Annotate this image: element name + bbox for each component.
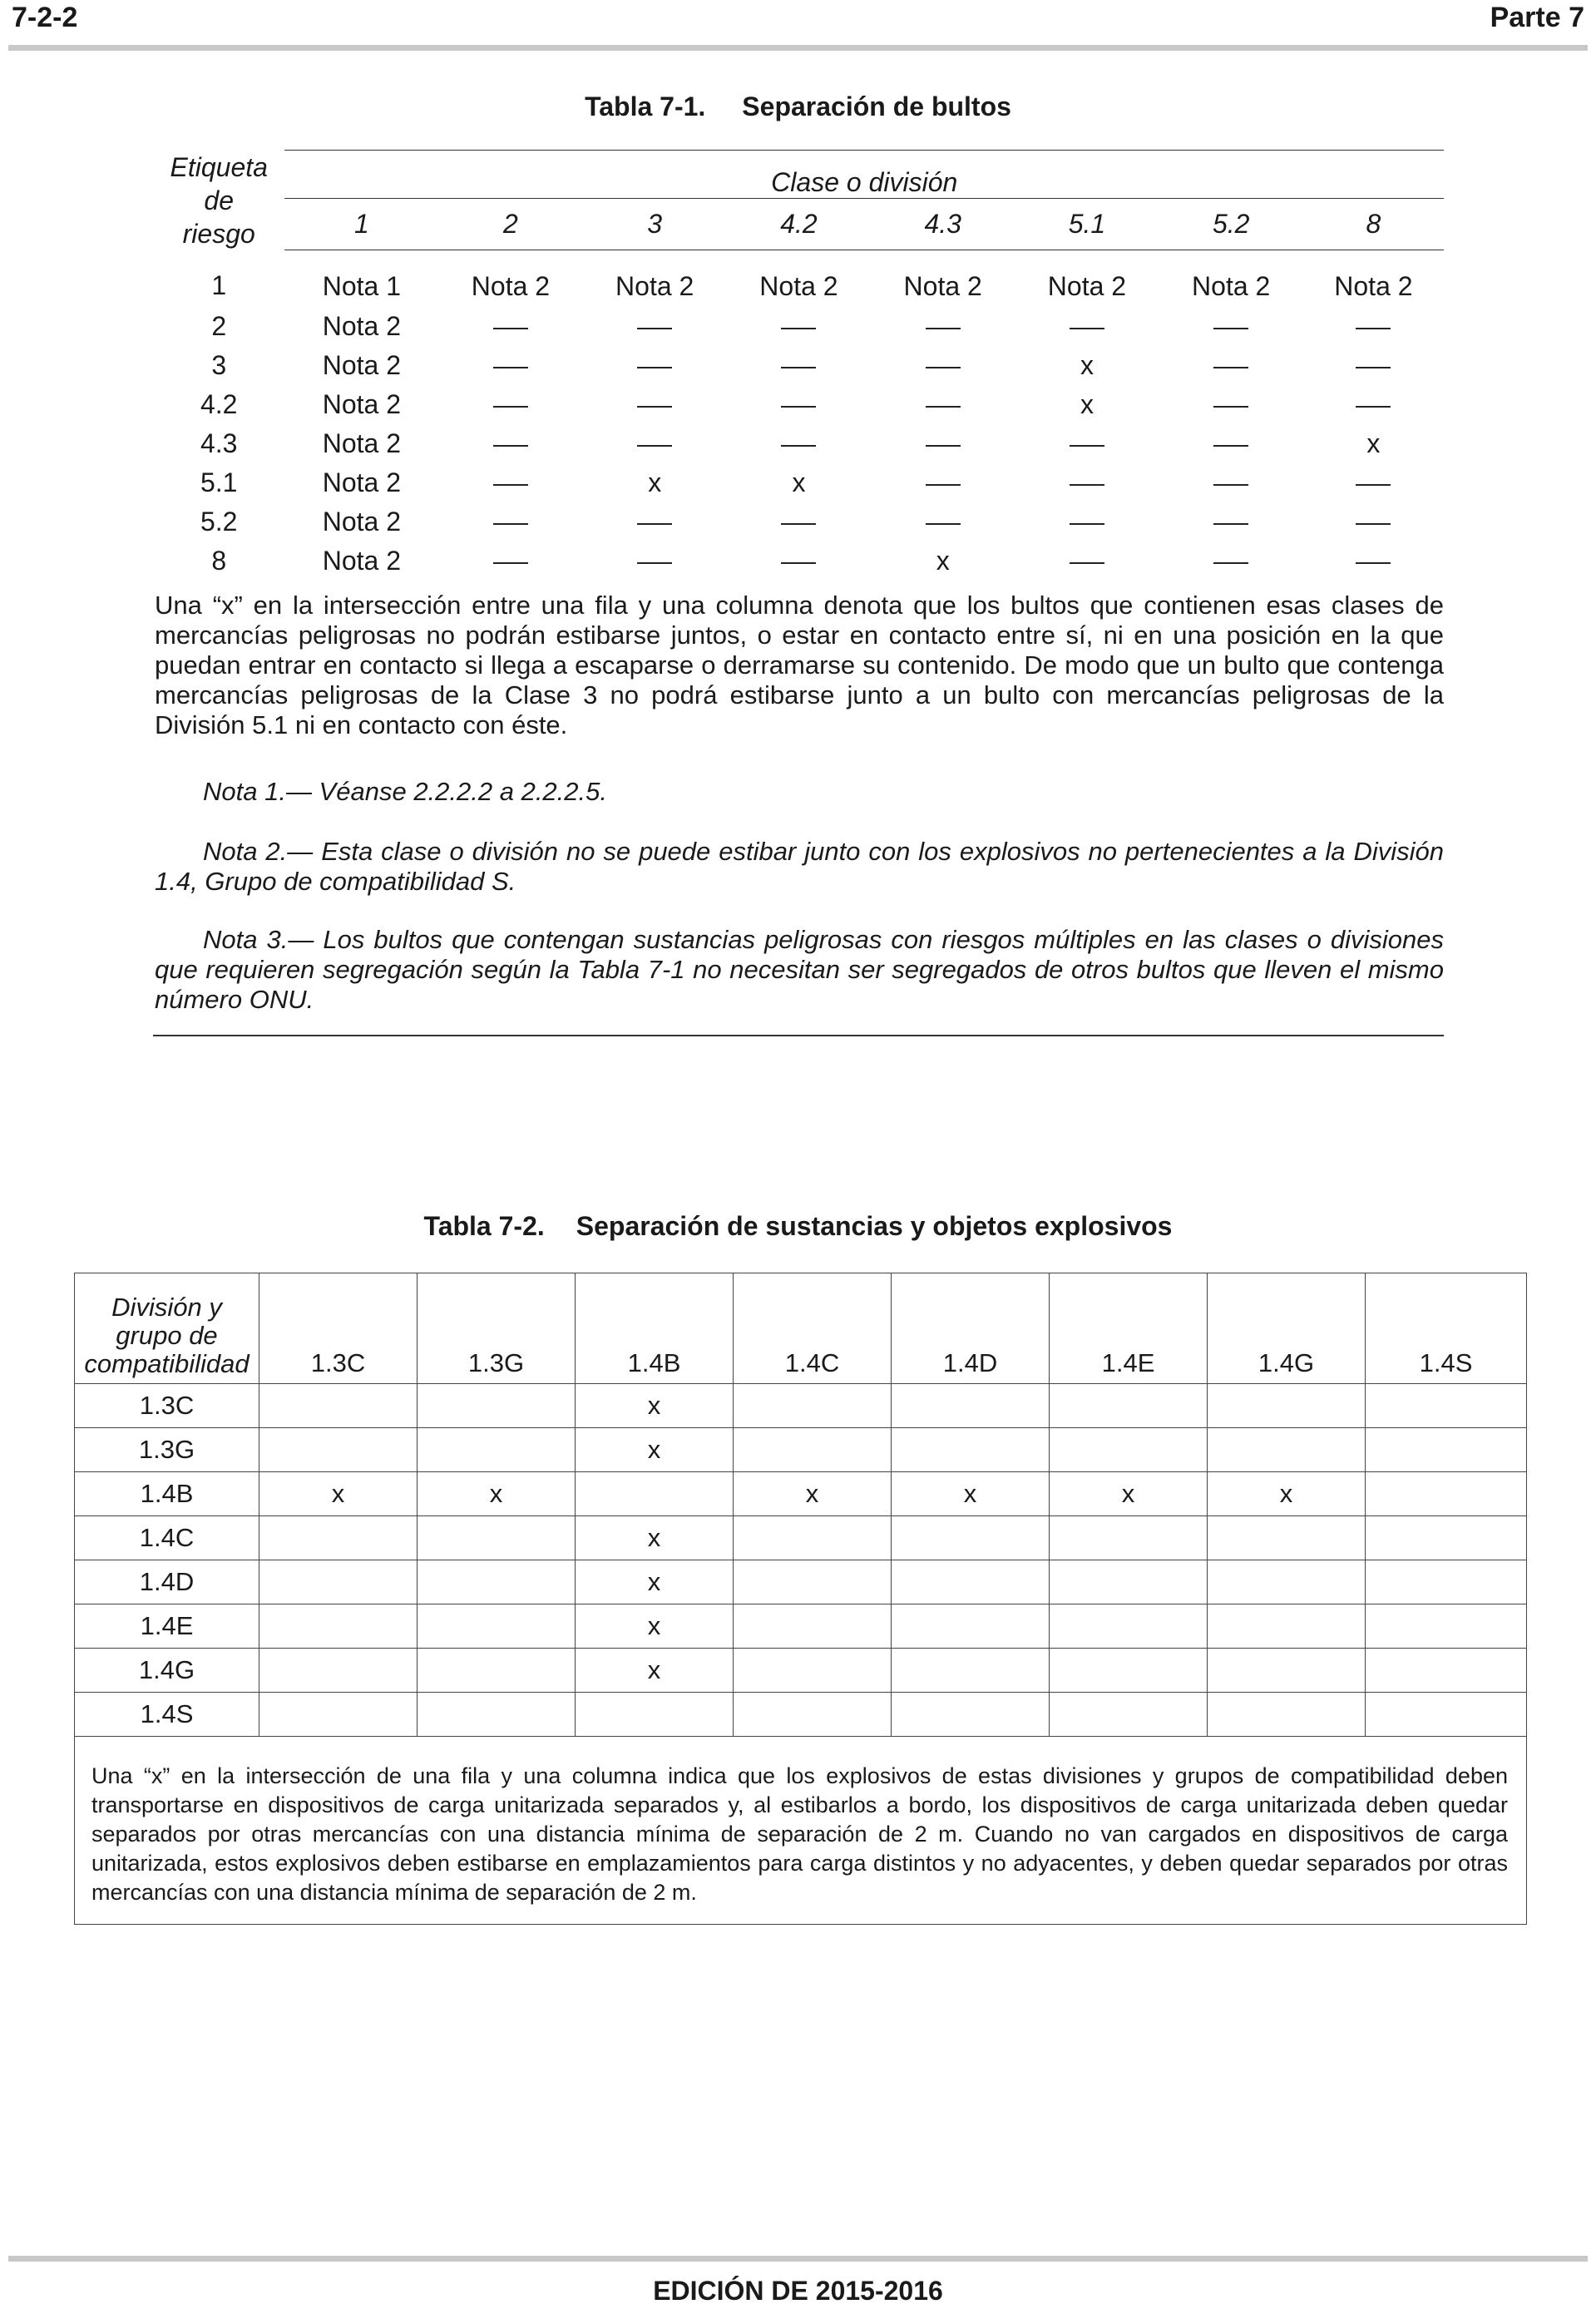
table1-note-1: Nota 1.— Véanse 2.2.2.2 a 2.2.2.5. [203,777,607,806]
table1-cell-dash [1303,385,1444,424]
table1-note-2: Nota 2.— Esta clase o división no se puede estibar junto con los explosivos no pertenecientes a la División 1.4, Grupo de compatibilidad S. [155,837,1444,896]
dash-mark [1356,523,1391,525]
table2-cell [734,1428,892,1472]
table2-cell: x [1050,1472,1208,1516]
table2-cell [892,1604,1050,1649]
table2-cell [259,1649,418,1693]
dash-mark [493,328,528,329]
table2-cell [259,1560,418,1604]
table2-cell [1208,1649,1366,1693]
dash-mark [1356,562,1391,564]
dash-mark [1356,406,1391,408]
table1-cell-dash [583,307,727,346]
table2-cell [734,1604,892,1649]
table1-cell-dash [1159,502,1303,541]
table2-corner-line3: compatibilidad [84,1349,250,1378]
dash-mark [637,445,672,447]
table2-cell [1050,1604,1208,1649]
table2-corner-line2: grupo de [116,1321,218,1350]
dash-mark [1213,367,1248,368]
table2-column-header: 1.4G [1208,1273,1366,1384]
table1-cell-dash [871,385,1015,424]
table2-row [75,1560,1527,1604]
table2-column-header: 1.4E [1050,1273,1208,1384]
table2-cell [1050,1516,1208,1560]
table2 [74,1273,1527,1925]
table2-cell [1050,1384,1208,1428]
dash-mark [926,523,961,525]
table2-row-label: 1.4G [75,1649,259,1693]
table1-cell-dash [1015,424,1159,463]
table1-cell-dash [438,307,582,346]
table2-row [75,1604,1527,1649]
table2-row [75,1428,1527,1472]
table2-cell [734,1693,892,1737]
dash-mark [781,445,816,447]
table2-row-label: 1.4E [75,1604,259,1649]
table1-column-header: 4.2 [727,198,871,250]
dash-mark [1356,367,1391,368]
dash-mark [493,562,528,564]
table1-cell-dash [438,502,582,541]
table2-row [75,1384,1527,1428]
table2-corner-header [75,1273,259,1384]
table1-cell: Nota 1 [322,270,402,301]
table1-row-label: 3 [211,350,227,380]
table2-cell [892,1516,1050,1560]
table2-cell [1366,1649,1527,1693]
table2-cell [1366,1472,1527,1516]
table1-cell: x [792,467,806,497]
table2-row [75,1693,1527,1737]
table2-cell [734,1384,892,1428]
table1-cell: Nota 2 [1047,270,1127,301]
table1-cell-dash [1159,463,1303,502]
dash-mark [637,367,672,368]
table1-cell-dash [1159,346,1303,385]
table1-row-label: 5.2 [200,507,238,536]
table1-cell-dash [583,385,727,424]
table2-row-label: 1.3C [75,1384,259,1428]
table2-cell [734,1649,892,1693]
table1-cell: x [648,467,662,497]
table1-cell-dash [1015,307,1159,346]
edition-footer: EDICIÓN DE 2015-2016 [653,2276,943,2306]
table1-cell-dash [1303,541,1444,581]
table1-cell: Nota 2 [322,507,402,536]
table1-cell: Nota 2 [903,270,982,301]
table1-cell-dash [438,346,582,385]
table2-cell: x [418,1472,576,1516]
dash-mark [1070,523,1104,525]
table1-row [153,250,1444,308]
table1-column-header: 5.1 [1015,198,1159,250]
table2-cell: x [576,1428,734,1472]
table1-row-header [153,151,284,250]
table2-cell [1208,1560,1366,1604]
dash-mark [926,484,961,486]
dash-mark [1070,562,1104,564]
table2-cell: x [259,1472,418,1516]
table1-cell-dash [871,502,1015,541]
table1-cell: x [1080,389,1094,419]
table1-row-label: 4.3 [200,428,238,458]
table1-column-header: 3 [583,198,727,250]
table1-caption-title: Separación de bultos [742,91,1011,121]
table1-cell: Nota 2 [322,428,402,458]
table2-cell [892,1560,1050,1604]
table2-cell [418,1428,576,1472]
table2-cell [259,1516,418,1560]
table1-cell-dash [438,424,582,463]
dash-mark [781,523,816,525]
table1-cell: Nota 2 [1192,270,1271,301]
table1-cell-dash [727,424,871,463]
table2-column-header: 1.4S [1366,1273,1527,1384]
table1-row [153,385,1444,424]
table2-cell [1366,1428,1527,1472]
dash-mark [1070,484,1104,486]
table2-cell [892,1649,1050,1693]
table2-cell [1050,1693,1208,1737]
dash-mark [781,406,816,408]
table1-row [153,463,1444,502]
table1-cell-dash [1303,463,1444,502]
dash-mark [1356,484,1391,486]
table1-cell-dash [727,307,871,346]
table2-row-label: 1.3G [75,1428,259,1472]
table2-cell: x [576,1649,734,1693]
table2-cell: x [576,1604,734,1649]
table2-column-header: 1.4D [892,1273,1050,1384]
table1-cell-dash [871,463,1015,502]
table1-cell: x [1080,350,1094,380]
table1-cell: Nota 2 [322,350,402,380]
dash-mark [1213,562,1248,564]
table2-cell [1208,1384,1366,1428]
dash-mark [1356,328,1391,329]
table1-caption [0,91,1596,122]
table2-cell: x [576,1516,734,1560]
table1-row-label: 1 [211,270,227,301]
table2-caption-number: Tabla 7-2. [423,1211,545,1241]
table2-row [75,1516,1527,1560]
table1-cell: Nota 2 [322,389,402,419]
table2-column-header: 1.4B [576,1273,734,1384]
table2-cell [1208,1428,1366,1472]
dash-mark [637,406,672,408]
table2-column-header: 1.3G [418,1273,576,1384]
table1-note-3: Nota 3.— Los bultos que contengan sustancias peligrosas con riesgos múltiples en las clases o divisiones que requieren segregación según la Tabla 7-1 no necesitan ser segregados de otros bultos que lleven el mismo número ONU. [155,925,1444,1014]
table1-cell-dash [1159,424,1303,463]
table2-cell [1208,1693,1366,1737]
table2-cell [892,1428,1050,1472]
table1-cell: Nota 2 [322,467,402,497]
table1-row-label: 5.1 [200,467,238,497]
dash-mark [1213,445,1248,447]
table1-column-header: 2 [438,198,582,250]
table1-row [153,541,1444,581]
table1-column-header: 5.2 [1159,198,1303,250]
table2-row-label: 1.4C [75,1516,259,1560]
table2-cell [1366,1604,1527,1649]
table2-cell [259,1693,418,1737]
dash-mark [493,367,528,368]
table1-cell-dash [1015,463,1159,502]
table1-cell-dash [1015,541,1159,581]
table2-row-label: 1.4D [75,1560,259,1604]
dash-mark [781,562,816,564]
table2-row-label: 1.4B [75,1472,259,1516]
table2-cell [576,1472,734,1516]
table2-cell [1208,1516,1366,1560]
table2-cell [1366,1384,1527,1428]
table1-row-label: 4.2 [200,389,238,419]
table1-cell-dash [1159,541,1303,581]
header-rule [8,45,1588,51]
table2-cell [1050,1560,1208,1604]
table1-cell-dash [727,541,871,581]
dash-mark [637,562,672,564]
table2-cell [1050,1428,1208,1472]
table2-cell: x [576,1560,734,1604]
table2-cell [734,1560,892,1604]
table1-column-header: 4.3 [871,198,1015,250]
table1-cell-dash [583,541,727,581]
table2-cell [259,1604,418,1649]
table2-row-label: 1.4S [75,1693,259,1737]
table2-cell [418,1384,576,1428]
dash-mark [493,484,528,486]
dash-mark [493,523,528,525]
table1-row-label: 8 [211,546,227,576]
table1-cell-dash [1303,502,1444,541]
footer-rule [8,2256,1588,2262]
table2-column-header: 1.4C [734,1273,892,1384]
table2-cell: x [1208,1472,1366,1516]
table2-caption-title: Separación de sustancias y objetos explosivos [576,1211,1173,1241]
table2-column-header: 1.3C [259,1273,418,1384]
table2-caption [0,1211,1596,1242]
table1-cell-dash [871,424,1015,463]
table2-cell [734,1516,892,1560]
dash-mark [493,406,528,408]
dash-mark [1070,445,1104,447]
table1-cell: Nota 2 [471,270,551,301]
table1-group-header: Clase o división [284,151,1444,199]
table2-cell: x [576,1384,734,1428]
table1-cell-dash [727,346,871,385]
table2-cell [259,1384,418,1428]
table1-end-rule [153,1035,1444,1036]
table1-cell: Nota 2 [1334,270,1413,301]
table2-cell [418,1693,576,1737]
table1-caption-number: Tabla 7-1. [585,91,706,121]
table2-cell: x [892,1472,1050,1516]
table1-row-label: 2 [211,311,227,341]
table1-cell: x [936,546,950,576]
table1-cell: Nota 2 [322,546,402,576]
dash-mark [926,445,961,447]
table2-cell [1366,1693,1527,1737]
table2-cell [418,1516,576,1560]
dash-mark [926,367,961,368]
table1-column-header: 8 [1303,198,1444,250]
table1-cell-dash [1015,502,1159,541]
table2-row [75,1472,1527,1516]
table2-cell [418,1560,576,1604]
table1-cell-dash [438,385,582,424]
table2-cell: x [734,1472,892,1516]
dash-mark [1213,484,1248,486]
table1-cell: Nota 2 [759,270,838,301]
table1-cell-dash [1303,346,1444,385]
table2-cell [1366,1560,1527,1604]
table1-row [153,424,1444,463]
dash-mark [1070,328,1104,329]
table1-cell-dash [1159,385,1303,424]
part-label: Parte 7 [1490,2,1584,33]
table1-cell: Nota 2 [322,311,402,341]
table1-row [153,307,1444,346]
table1-cell-dash [871,307,1015,346]
dash-mark [637,328,672,329]
table1-cell-dash [583,346,727,385]
table2-row [75,1649,1527,1693]
table1-cell-dash [438,463,582,502]
dash-mark [781,328,816,329]
table2-cell [576,1693,734,1737]
dash-mark [926,328,961,329]
table1-cell-dash [1159,307,1303,346]
table1-row [153,502,1444,541]
table2-cell [259,1428,418,1472]
dash-mark [781,367,816,368]
table1-cell: x [1366,428,1381,458]
dash-mark [1213,523,1248,525]
table1-row-header-line2: riesgo [182,218,255,249]
dash-mark [1213,406,1248,408]
table2-description: Una “x” en la intersección de una fila y una columna indica que los explosivos de estas divisiones y grupos de compatibilidad deben transportarse en dispositivos de carga unitarizada separados y, al estibarlos a bordo, los dispositivos de carga unitarizada deben quedar separados por otras mercancías con una distancia mínima de separación de 2 m. Cuando no van cargados en dispositivos de carga unitarizada, estos explosivos deben estibarse en emplazamientos para carga distintos y no adyacentes, y deben quedar separados por otras mercancías con una distancia mínima de separación de 2 m. [75,1737,1527,1925]
table1-cell-dash [583,424,727,463]
table1-cell-dash [871,346,1015,385]
table1-paragraph: Una “x” en la intersección entre una fila y una columna denota que los bultos que contienen esas clases de mercancías peligrosas no podrán estibarse juntos, o estar en contacto entre sí, ni en una posición en la que puedan entrar en contacto si llega a escaparse o derramarse su contenido. De modo que un bulto que contenga mercancías peligrosas de la Clase 3 no podrá estibarse junto a un bulto con mercancías peligrosas de la División 5.1 ni en contacto con éste. [155,591,1444,739]
table1-row [153,346,1444,385]
dash-mark [926,406,961,408]
table1-cell: Nota 2 [615,270,694,301]
dash-mark [1213,328,1248,329]
page-number: 7-2-2 [12,2,78,33]
table1 [153,150,1444,581]
table1-cell-dash [727,385,871,424]
table1-cell-dash [438,541,582,581]
table2-cell [418,1649,576,1693]
table2-cell [892,1384,1050,1428]
table2-cell [1366,1516,1527,1560]
table2-cell [418,1604,576,1649]
dash-mark [493,445,528,447]
table2-cell [1050,1649,1208,1693]
table2-corner-line1: División y [111,1293,222,1322]
table2-cell [892,1693,1050,1737]
table1-cell-dash [583,502,727,541]
table1-row-header-line1: Etiqueta de [170,151,268,215]
table2-cell [1208,1604,1366,1649]
table1-cell-dash [1303,307,1444,346]
table1-cell-dash [727,502,871,541]
dash-mark [637,523,672,525]
table1-column-header: 1 [284,198,438,250]
